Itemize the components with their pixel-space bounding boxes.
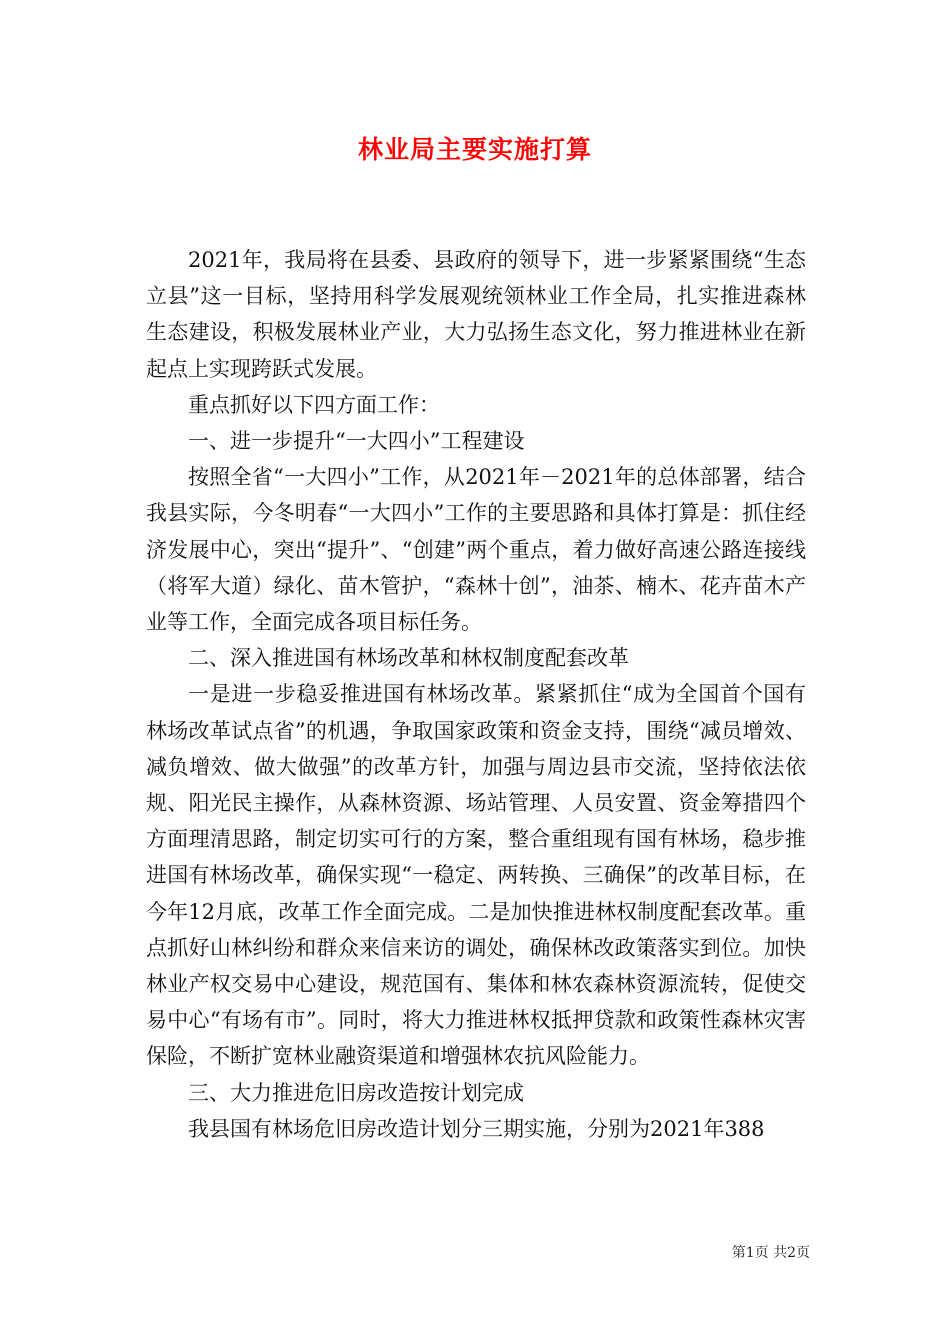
section-heading-3: 三、大力推进危旧房改造按计划完成 xyxy=(188,1080,524,1105)
paragraph-section-2: 一是进一步稳妥推进国有林场改革。紧紧抓住“成为全国首个国有林场改革试点省”的机遇，争取国家政策和资金支持，围绕“减员增效、减负增效、做大做强”的改革方针，加强与周边县市交流，坚持依法依规、阳光民主操作，从森林资源、场站管理、人员安置、资金筹措四个方面理清思路，制定切实可行的方案，整合重组现有国有林场，稳步推进国有林场改革，确保实现“一稳定、两转换、三确保”的改革目标，在今年12月底，改革工作全面完成。二是加快推进林权制度配套改革。重点抓好山林纠纷和群众来信来访的调处，确保林改政策落实到位。加快林业产权交易中心建设，规范国有、集体和林农森林资源流转，促使交易中心“有场有市”。同时，将大力推进林权抵押贷款和政策性森林灾害保险，不断扩宽林业融资渠道和增强林农抗风险能力。 xyxy=(146,682,806,1069)
section-heading-2: 二、深入推进国有林场改革和林权制度配套改革 xyxy=(188,646,629,671)
section-heading-1: 一、进一步提升“一大四小”工程建设 xyxy=(188,429,525,454)
paragraph-section-1: 按照全省“一大四小”工作，从2021年－2021年的总体部署，结合我县实际，今冬明春“一大四小”工作的主要思路和具体打算是：抓住经济发展中心，突出“提升”、“创建”两个重点，着力做好高速公路连接线（将军大道）绿化、苗木管护，“森林十创”，油茶、楠木、花卉苗木产业等工作，全面完成各项目标任务。 xyxy=(146,465,806,635)
document-title: 林业局主要实施打算 xyxy=(357,135,592,164)
paragraph-key-work: 重点抓好以下四方面工作： xyxy=(188,392,440,417)
page-number: 第1页 共2页 xyxy=(731,1245,810,1261)
document-body xyxy=(146,242,806,1147)
paragraph-intro: 2021年，我局将在县委、县政府的领导下，进一步紧紧围绕“生态立县”这一目标，坚持用科学发展观统领林业工作全局，扎实推进森林生态建设，积极发展林业产业，大力弘扬生态文化，努力推进林业在新起点上实现跨跃式发展。 xyxy=(146,248,806,381)
paragraph-section-3: 我县国有林场危旧房改造计划分三期实施，分别为2021年388 xyxy=(188,1116,765,1141)
